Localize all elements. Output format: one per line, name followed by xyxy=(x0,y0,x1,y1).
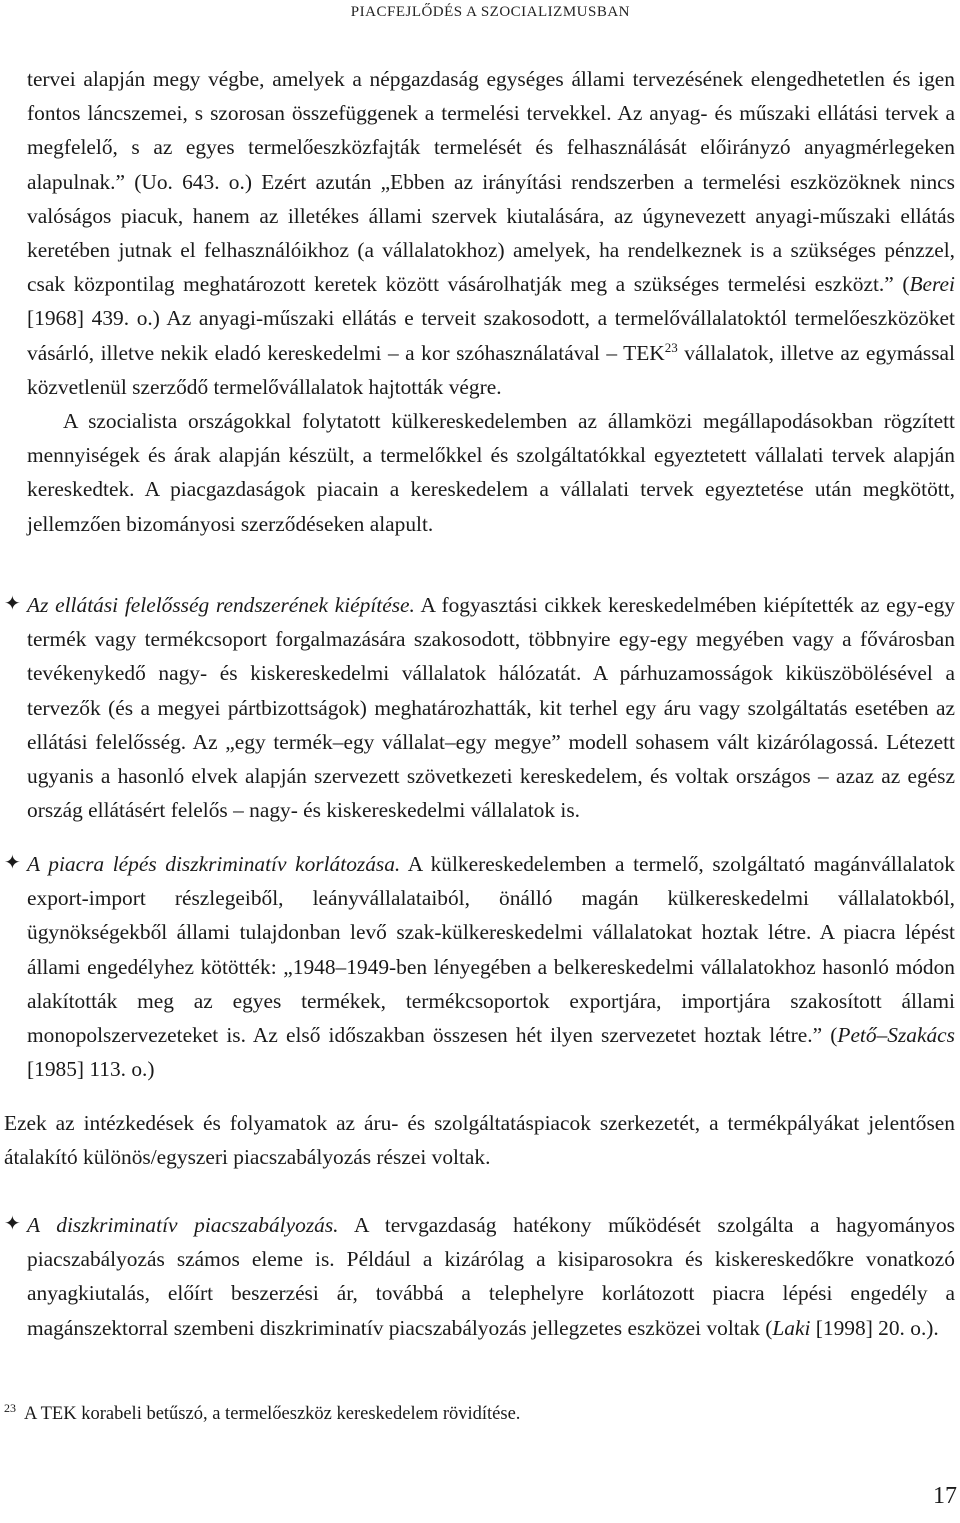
bullet-text: [1998] 20. o.). xyxy=(810,1315,939,1340)
footnote-ref: 23 xyxy=(664,339,678,355)
citation-author: Berei xyxy=(909,272,955,297)
running-header: PIACFEJLŐDÉS A SZOCIALIZMUSBAN xyxy=(350,4,630,20)
paragraph-text: tervei alapján megy végbe, amelyek a népgazdaság egységes állami tervezésének elengedhetetlen és igen fontos láncszemei, s szorosan összefüggenek a termelési tervekkel. Az anyag- és műszaki ellátási tervek a megfelelő, s az egyes termelőeszközfajták termelését és felhasználását előirányzó anyagmérlegeken alapulnak.” (Uo. 643. o.) Ezért azután „Ebben az irányítási rendszerben a termelési eszközöknek nincs valóságos piacuk, hanem az illetékes állami szervek kiutalására, az úgynevezett anyagi-műszaki ellátás keretében jutnak el felhasználóikhoz (a vállalatokhoz) amelyek, ha rendelkeznek is a szükséges pénzzel, csak központilag meghatározott keretek között vásárolhatják meg a szükséges termelési eszközt.” ( xyxy=(27,67,955,297)
bullet-icon: ✦ xyxy=(4,1211,21,1235)
bullet-text: [1985] 113. o.) xyxy=(27,1057,155,1082)
bullet-item-1 xyxy=(27,588,955,827)
footnote-number: 23 xyxy=(4,1400,16,1415)
summary-paragraph xyxy=(4,1106,955,1174)
bullet-icon: ✦ xyxy=(4,850,21,874)
footnote xyxy=(4,1400,521,1425)
paragraph-block-1 xyxy=(27,62,955,541)
bullet-text: A fogyasztási cikkek kereskedelmében kiépítették az egy-egy termék vagy termékcsoport forgalmazására szakosodott, többnyire egy-egy megyében vagy a fővárosban tevékenykedő nagy- és kiskereskedelmi vállalatok hálózatát. A párhuzamosságok kiküszöbölésével a tervezők (és a megyei pártbizottságok) meghatározhatták, kit terhel egy áru vagy szolgáltatás esetében az ellátási felelősség. Az „egy termék–egy vállalat–egy megye” modell sohasem vált kizárólagossá. Létezett ugyanis a hasonló elvek alapján szervezett szövetkezeti kereskedelem, és voltak országos – azaz az egész ország ellátásért felelős – nagy- és kiskereskedelmi vállalatok is. xyxy=(27,593,955,823)
bullet-text: A külkereskedelemben a termelő, szolgáltató magánvállalatok export-import részlegeiből, leányvállalataiból, önálló magán külkereskedelmi vállalatokból, ügynökségekből állami tulajdonban levő szak-külkereskedelmi vállalatokat hoztak létre. A piacra lépést állami engedélyhez kötötték: „1948–1949-ben lényegében a belkereskedelmi vállalatokhoz hasonló módon alakították meg az egyes termékek, termékcsoportok exportjára, importjára szakosított állami monopolszervezeteket is. Az első időszakban összesen hét ilyen szervezetet hoztak létre.” ( xyxy=(27,852,955,1048)
bullet-title: A piacra lépés diszkriminatív korlátozása. xyxy=(27,852,401,876)
bullet-item-2 xyxy=(27,847,955,1086)
paragraph-text: vállalatok, illetve az egymással közvetlenül szerződő termelővállalatok hajtották végre. xyxy=(27,340,955,399)
bullet-item-3 xyxy=(27,1208,955,1345)
citation-author: Pető–Szakács xyxy=(837,1023,955,1048)
paragraph xyxy=(27,62,955,404)
bullet-text: A tervgazdaság hatékony működését szolgálta a hagyományos piacszabályozás számos eleme is. Például a kizárólag a kisiparosokra és kiskereskedőkre vonatkozó anyagkiutalás, előírt beszerzési ár, továbbá a telephelyre korlátozott piacra lépési engedély a magánszektorral szembeni diszkriminatív piacszabályozás jellegzetes eszközei voltak ( xyxy=(27,1213,955,1340)
citation-author: Laki xyxy=(772,1315,811,1340)
page-number: 17 xyxy=(933,1483,957,1509)
bullet-icon: ✦ xyxy=(4,591,21,615)
paragraph-text: [1968] 439. o.) Az anyagi-műszaki ellátás e terveit szakosodott, a termelővállalatoktól termelőeszközöket vásárló, illetve nekik eladó kereskedelmi – a kor szóhasználatával – TEK xyxy=(27,306,955,365)
paragraph: A szocialista országokkal folytatott külkereskedelemben az államközi megállapodásokban rögzített mennyiségek és árak alapján készült, a termelőkkel és szolgáltatókkal egyeztetett vállalati tervek alapján kereskedtek. A piacgazdaságok piacain a kereskedelem a vállalati tervek egyeztetése után megkötött, jellemzően bizományosi szerződéseken alapult. xyxy=(27,409,955,536)
bullet-title: Az ellátási felelősség rendszerének kiépítése. xyxy=(27,593,415,617)
footnote-text: A TEK korabeli betűszó, a termelőeszköz kereskedelem rövidítése. xyxy=(24,1404,521,1424)
bullet-title: A diszkriminatív piacszabályozás. xyxy=(27,1213,339,1237)
summary-text: Ezek az intézkedések és folyamatok az áru- és szolgáltatáspiacok szerkezetét, a termékpályákat jelentősen átalakító különös/egyszeri piacszabályozás részei voltak. xyxy=(4,1111,955,1170)
